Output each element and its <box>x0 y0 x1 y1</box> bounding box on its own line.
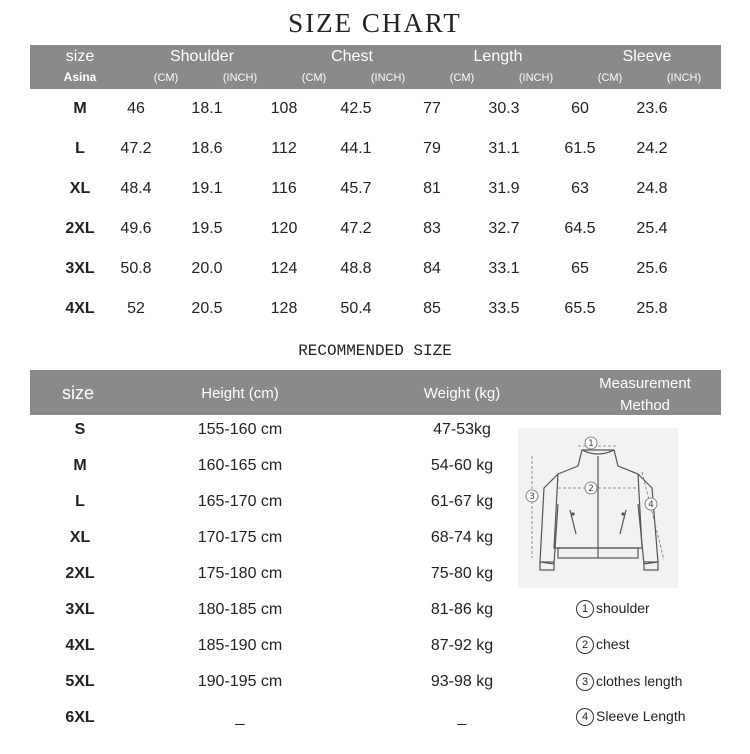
header-chest: Chest <box>331 48 373 65</box>
recommended-height-cell: 185-190 cm <box>197 637 283 654</box>
size-chart-cell: 108 <box>270 100 298 117</box>
legend-number: 4 <box>576 708 594 726</box>
recommended-height-cell: 180-185 cm <box>197 601 283 618</box>
size-label: 4XL <box>65 300 95 317</box>
recommended-size-label: XL <box>69 529 91 546</box>
mark-2: 2 <box>588 484 594 494</box>
header2-size: size <box>61 383 94 403</box>
recommended-weight-cell: 87-92 kg <box>430 637 494 654</box>
header-chest-cm: (CM) <box>301 72 327 84</box>
size-chart-cell: 32.7 <box>488 220 520 237</box>
header2-weight: Weight (kg) <box>423 385 501 402</box>
recommended-weight-cell: 75-80 kg <box>430 565 494 582</box>
header-asina: Asina <box>63 70 97 84</box>
header-chest-inch: (INCH) <box>370 72 406 84</box>
size-chart-cell: 84 <box>423 260 441 277</box>
size-chart-cell: 83 <box>423 220 441 237</box>
legend-number: 1 <box>576 600 594 618</box>
header-length-cm: (CM) <box>449 72 475 84</box>
header-sleeve-inch: (INCH) <box>666 72 702 84</box>
mark-3: 3 <box>529 492 535 502</box>
size-chart-cell: 25.8 <box>636 300 668 317</box>
size-chart-cell: 85 <box>423 300 441 317</box>
legend-item <box>576 673 682 691</box>
recommended-size-label: 5XL <box>65 673 95 690</box>
size-label: 2XL <box>65 220 95 237</box>
header-shoulder: Shoulder <box>169 48 235 65</box>
recommended-height-cell: 170-175 cm <box>197 529 283 546</box>
header-length-inch: (INCH) <box>518 72 554 84</box>
size-chart-cell: 45.7 <box>340 180 372 197</box>
recommended-height-cell: 190-195 cm <box>197 673 283 690</box>
size-label: XL <box>69 180 91 197</box>
size-chart-cell: 120 <box>270 220 298 237</box>
size-chart-cell: 19.5 <box>191 220 223 237</box>
recommended-weight-cell: 93-98 kg <box>430 673 494 690</box>
size-chart-cell: 31.1 <box>488 140 520 157</box>
legend-label: clothes length <box>596 673 683 689</box>
size-chart-cell: 64.5 <box>564 220 596 237</box>
size-chart-header <box>30 45 721 89</box>
recommended-weight-cell: 81-86 kg <box>430 601 494 618</box>
recommended-size-title: RECOMMENDED SIZE <box>298 342 452 360</box>
size-chart-cell: 25.4 <box>636 220 668 237</box>
size-chart-cell: 44.1 <box>340 140 372 157</box>
size-chart-cell: 47.2 <box>340 220 372 237</box>
recommended-weight-cell: 54-60 kg <box>430 457 494 474</box>
size-chart-cell: 42.5 <box>340 100 372 117</box>
size-chart-cell: 116 <box>271 180 297 197</box>
size-chart-cell: 128 <box>270 300 298 317</box>
size-chart-cell: 48.8 <box>340 260 372 277</box>
legend-label: shoulder <box>596 600 650 616</box>
recommended-weight-cell: 68-74 kg <box>430 529 494 546</box>
legend-item <box>576 636 629 654</box>
recommended-size-label: L <box>75 493 85 510</box>
recommended-size-label: 3XL <box>65 601 95 618</box>
size-chart-cell: 23.6 <box>636 100 668 117</box>
mark-4: 4 <box>648 500 654 510</box>
size-chart-cell: 65 <box>571 260 589 277</box>
recommended-size-header <box>30 370 721 415</box>
recommended-size-label: 6XL <box>65 709 95 726</box>
size-chart-cell: 49.6 <box>120 220 152 237</box>
size-chart-cell: 19.1 <box>191 180 223 197</box>
size-chart-cell: 33.5 <box>488 300 520 317</box>
header-shoulder-cm: (CM) <box>153 72 179 84</box>
header-size: size <box>65 48 95 65</box>
size-chart-cell: 81 <box>423 180 441 197</box>
size-chart-cell: 52 <box>127 300 145 317</box>
header-sleeve: Sleeve <box>622 48 672 65</box>
recommended-height-cell: 175-180 cm <box>197 565 283 582</box>
legend-item <box>576 600 650 618</box>
size-label: 3XL <box>65 260 95 277</box>
size-chart-cell: 20.0 <box>191 260 223 277</box>
recommended-weight-cell: 47-53kg <box>433 421 491 438</box>
size-chart-cell: 24.8 <box>636 180 668 197</box>
recommended-weight-cell: _ <box>457 709 467 726</box>
size-chart-cell: 18.1 <box>191 100 223 117</box>
size-chart-cell: 112 <box>271 140 297 157</box>
recommended-size-label: M <box>73 457 87 474</box>
legend-number: 3 <box>576 673 594 691</box>
size-chart-cell: 47.2 <box>120 140 152 157</box>
legend-item <box>576 708 686 726</box>
page-title: SIZE CHART <box>288 8 462 38</box>
recommended-size-label: S <box>74 421 86 438</box>
size-chart-cell: 50.8 <box>120 260 152 277</box>
legend-number: 2 <box>576 636 594 654</box>
legend-label: Sleeve Length <box>596 708 686 724</box>
size-chart-cell: 46 <box>127 100 145 117</box>
size-label: L <box>75 140 85 157</box>
header-shoulder-inch: (INCH) <box>222 72 258 84</box>
mark-1: 1 <box>588 439 594 449</box>
recommended-weight-cell: 61-67 kg <box>430 493 494 510</box>
size-chart-cell: 79 <box>423 140 441 157</box>
size-chart-cell: 33.1 <box>488 260 520 277</box>
recommended-height-cell: _ <box>235 709 245 726</box>
recommended-height-cell: 155-160 cm <box>197 421 283 438</box>
header-sleeve-cm: (CM) <box>597 72 623 84</box>
size-chart-cell: 77 <box>423 100 441 117</box>
recommended-height-cell: 165-170 cm <box>197 493 283 510</box>
recommended-size-label: 4XL <box>65 637 95 654</box>
recommended-size-label: 2XL <box>65 565 95 582</box>
header2-height: Height (cm) <box>201 385 279 402</box>
legend-label: chest <box>596 636 630 652</box>
size-chart-cell: 65.5 <box>564 300 596 317</box>
jacket-measurement-diagram <box>518 428 678 588</box>
header2-measurement-line1: Measurement <box>599 375 691 392</box>
header-length: Length <box>473 48 523 65</box>
size-chart-cell: 124 <box>270 260 298 277</box>
size-chart-cell: 31.9 <box>488 180 520 197</box>
header2-measurement-method <box>570 373 720 417</box>
recommended-height-cell: 160-165 cm <box>197 457 283 474</box>
size-label: M <box>73 100 87 117</box>
size-chart-cell: 63 <box>571 180 589 197</box>
size-chart-cell: 50.4 <box>340 300 372 317</box>
size-chart-cell: 30.3 <box>488 100 520 117</box>
size-chart-cell: 25.6 <box>636 260 668 277</box>
size-chart-cell: 18.6 <box>191 140 223 157</box>
size-chart-cell: 48.4 <box>120 180 152 197</box>
size-chart-cell: 24.2 <box>636 140 668 157</box>
size-chart-cell: 61.5 <box>564 140 596 157</box>
header2-measurement-line2: Method <box>619 397 671 414</box>
size-chart-cell: 60 <box>571 100 589 117</box>
size-chart-cell: 20.5 <box>191 300 223 317</box>
